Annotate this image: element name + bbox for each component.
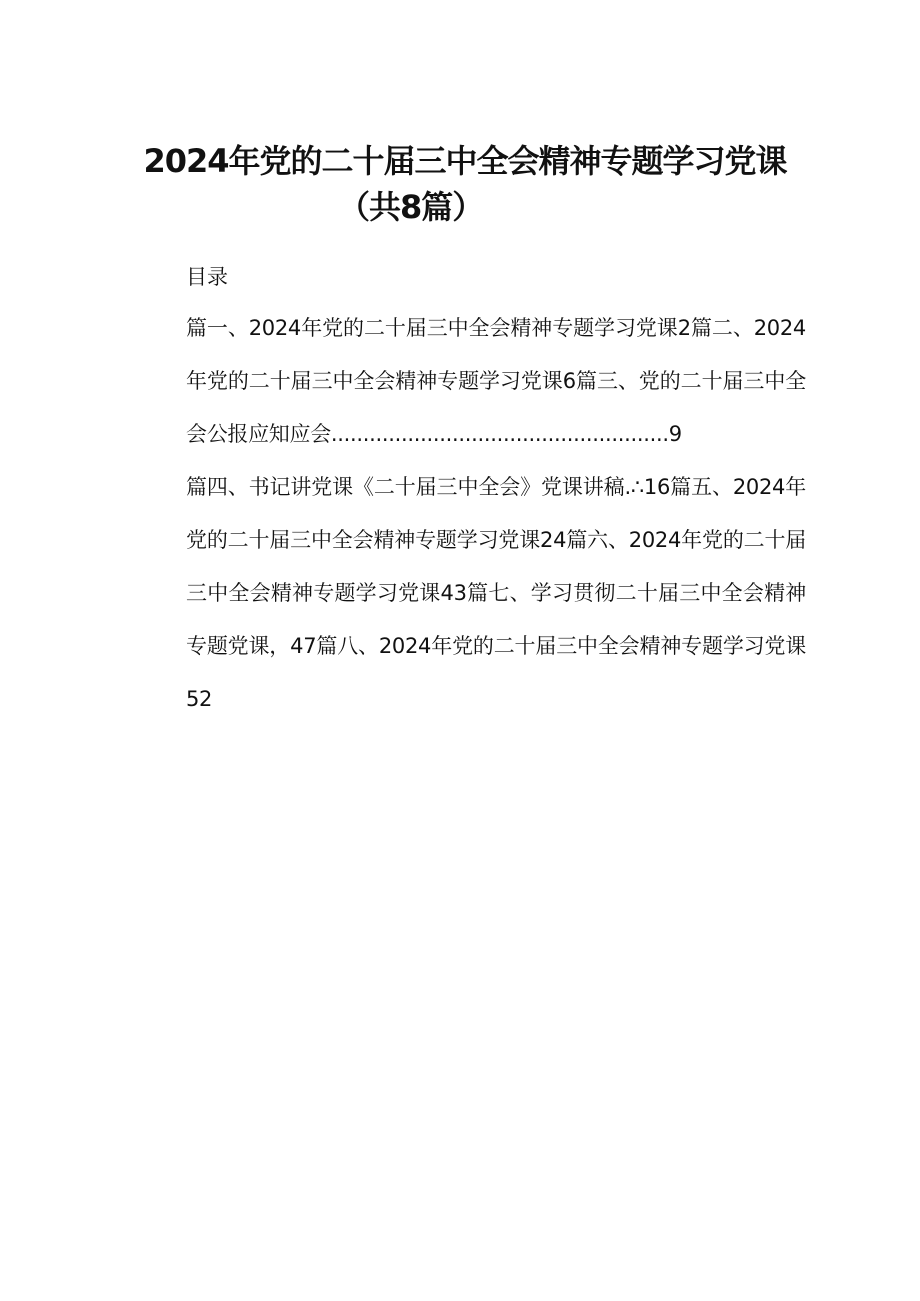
- toc-entry-7[interactable]: 篇七、学习贯彻二十届三中全会精神专题党课，47: [186, 581, 806, 658]
- document-title: [0, 138, 920, 230]
- toc-entry-1[interactable]: 篇一、2024年党的二十届三中全会精神专题学习党课2: [186, 316, 691, 340]
- toc-entry-6[interactable]: 篇六、2024年党的二十届三中全会精神专题学习党课43: [186, 528, 806, 605]
- toc-entry-4[interactable]: 篇四、书记讲党课《二十届三中全会》党课讲稿.∴16: [186, 475, 671, 499]
- title-line-2: （共8篇）: [338, 188, 484, 226]
- toc-entry-5[interactable]: 篇五、2024年党的二十届三中全会精神专题学习党课24: [186, 475, 806, 552]
- toc-entry-2[interactable]: 篇二、2024年党的二十届三中全会精神专题学习党课6: [186, 316, 806, 393]
- toc-entry-3[interactable]: 篇三、党的二十届三中全会公报应知应会.....................................................9: [186, 369, 806, 446]
- toc-heading: 目录: [186, 265, 228, 289]
- title-line-1: 2024年党的二十届三中全会精神专题学习党课: [143, 142, 787, 180]
- toc-body: [186, 302, 806, 726]
- table-of-contents: [186, 258, 806, 726]
- toc-entry-8[interactable]: 篇八、2024年党的二十届三中全会精神专题学习党课52: [186, 634, 806, 711]
